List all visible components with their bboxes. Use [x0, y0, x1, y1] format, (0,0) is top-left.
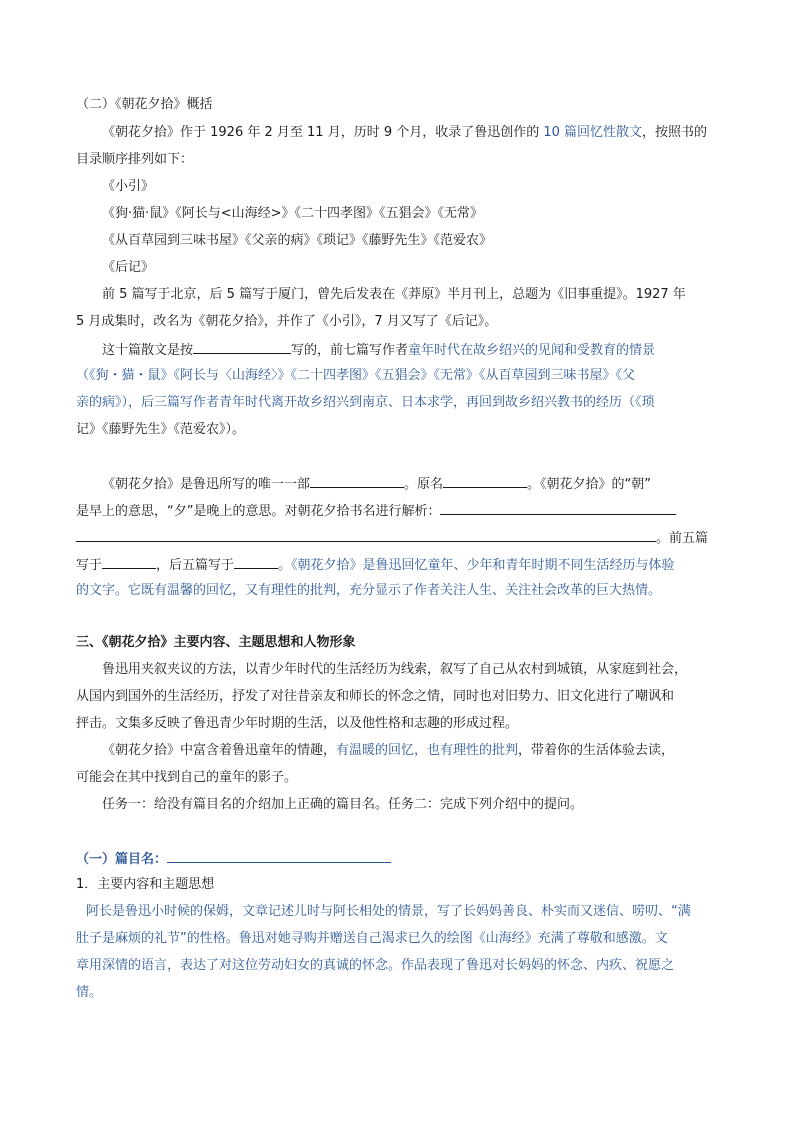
item-paragraph-line-3: 章用深情的语言，表达了对这位劳动妇女的真诚的怀念。作品表现了鲁迅对长妈妈的怀念、内疚、祝愿之 [76, 958, 675, 973]
structure-paragraph-line-2: （《狗・猫・鼠》《阿长与〈山海经〉》《二十四孝图》《五猖会》《无常》《从百草园到三味书屋》《父 [76, 368, 636, 383]
overview-paragraph-line-1: 《朝花夕拾》作于 1926 年 2 月至 11 月，历时 9 个月，收录了鲁迅创作的 10 篇回忆性散文，按照书的 [102, 125, 708, 140]
item-paragraph-line-1: 阿长是鲁迅小时候的保姆，文章记述儿时与阿长相处的情景，写了长妈妈善良、朴实而又迷信、唠叨、“满 [86, 904, 691, 919]
toc-line-3: 《从百草园到三味书屋》《父亲的病》《琐记》《藤野先生》《范爱农》 [102, 233, 493, 248]
fill-blank-last-five-place[interactable] [234, 555, 278, 569]
structure-paragraph-line-4: 记》《藤野先生》《范爱农》）。 [76, 422, 246, 437]
content-paragraph-line-3: 抨击。文集多反映了鲁迅青少年时期的生活，以及他性格和志趣的形成过程。 [76, 716, 519, 731]
fill-blank-first-five-place[interactable] [102, 555, 156, 569]
fill-paragraph-line-4: 写于 ，后五篇写于 。《朝花夕拾》是鲁迅回忆童年、少年和青年时期不同生活经历与体验 [76, 555, 675, 575]
toc-line-1: 《小引》 [102, 179, 155, 194]
fill-blank-title-analysis-2[interactable] [76, 528, 656, 542]
item-subheading: 1．主要内容和主题思想 [76, 877, 215, 892]
fill-paragraph-line-3: 。前五篇 [76, 528, 708, 548]
childhood-paragraph-line-2: 可能会在其中找到自己的童年的影子。 [76, 770, 298, 785]
toc-line-2: 《狗·猫·鼠》《阿长与<山海经>》《二十四孝图》《五猖会》《无常》 [102, 206, 484, 221]
fill-blank-order[interactable] [193, 340, 291, 354]
section-title-main-content: 三、《朝花夕拾》主要内容、主题思想和人物形象 [76, 635, 356, 650]
content-paragraph-line-2: 从国内到国外的生活经历，抒发了对往昔亲友和师长的怀念之情，同时也对旧势力、旧文化进行了嘲讽和 [76, 689, 675, 704]
fill-paragraph-line-2: 是早上的意思，“夕”是晚上的意思。对朝花夕拾书名进行解析： [76, 501, 676, 521]
item-paragraph-line-2: 肚子是麻烦的礼节”的性格。鲁迅对她寻购并赠送自己渴求已久的绘图《山海经》充满了尊敬和感激。文 [76, 931, 668, 946]
fill-blank-original-name[interactable] [443, 474, 527, 488]
childhood-paragraph-line-1: 《朝花夕拾》中富含着鲁迅童年的情趣，有温暖的回忆，也有理性的批判，带着你的生活体验去读， [102, 743, 675, 758]
item-paragraph-line-4: 情。 [76, 985, 103, 1000]
overview-paragraph-line-2: 目录顺序排列如下： [76, 152, 194, 167]
highlight-ten-essays: 10 篇回忆性散文 [543, 125, 643, 140]
fill-paragraph-line-5: 的文字。它既有温馨的回忆，又有理性的批判，充分显示了作者关注人生、关注社会改革的巨大热情。 [76, 583, 662, 598]
structure-paragraph-line-3: 亲的病》），后三篇写作者青年时代离开故乡绍兴到南京、日本求学，再回到故乡绍兴教书的经历（《琐 [76, 395, 655, 410]
task-instructions: 任务一：给没有篇目名的介绍加上正确的篇目名。任务二：完成下列介绍中的提问。 [102, 797, 584, 812]
structure-paragraph-line-1: 这十篇散文是按 写的，前七篇写作者童年时代在故乡绍兴的见闻和受教育的情景 [102, 340, 655, 360]
publication-paragraph-line-1: 前 5 篇写于北京，后 5 篇写于厦门，曾先后发表在《莽原》半月刊上，总题为《旧事重提》。1927 年 [102, 287, 686, 302]
content-paragraph-line-1: 鲁迅用夹叙夹议的方法，以青少年时代的生活经历为线索，叙写了自己从农村到城镇，从家庭到社会， [102, 662, 688, 677]
publication-paragraph-line-2: 5 月成集时，改名为《朝花夕拾》，并作了《小引》，7 月又写了《后记》。 [76, 314, 498, 329]
fill-blank-essay-title[interactable] [167, 849, 391, 863]
item-title-label: （一）篇目名： [76, 849, 391, 869]
toc-line-4: 《后记》 [102, 260, 155, 275]
section-title-overview: （二）《朝花夕拾》概括 [76, 97, 213, 112]
fill-blank-title-analysis-1[interactable] [440, 501, 676, 515]
fill-blank-genre[interactable] [310, 474, 404, 488]
fill-paragraph-line-1: 《朝花夕拾》是鲁迅所写的唯一一部 。原名 。《朝花夕拾》的“朝” [102, 474, 651, 494]
